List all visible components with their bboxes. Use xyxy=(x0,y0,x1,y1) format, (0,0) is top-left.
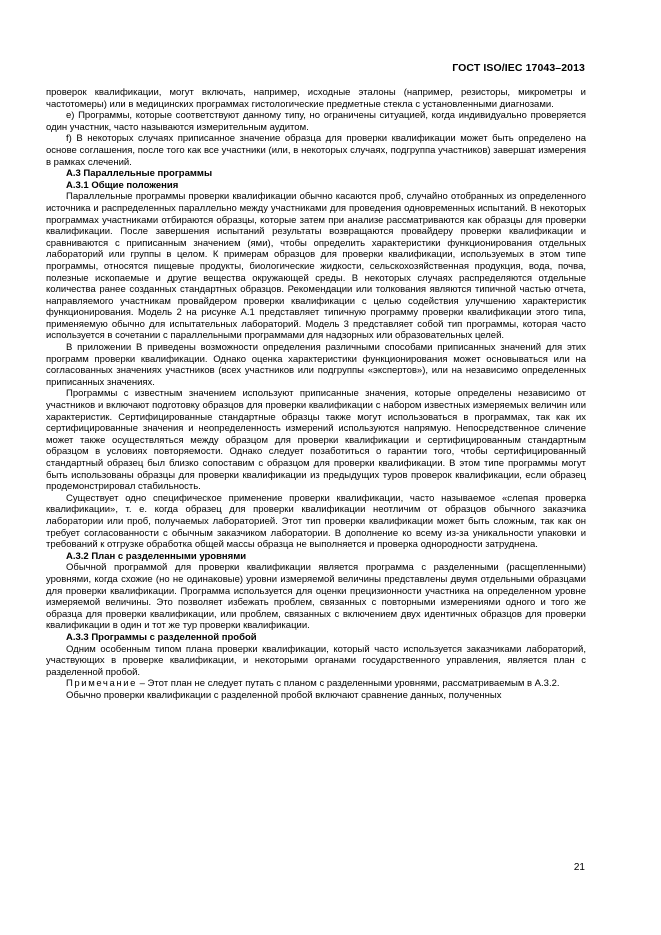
section-a3-1-title: А.3.1 Общие положения xyxy=(66,179,179,191)
section-a3-3-paragraph-2: Обычно проверки квалификации с разделенной пробой включают сравнение данных, полученных xyxy=(66,689,502,701)
section-a3-1-paragraph-1: Параллельные программы проверки квалификации обычно касаются проб, случайно отобранных из определенного источника и распределенных параллельно между участниками для проведения одновременных испытаний. В некоторых программах участниками отбираются образцы, которые затем при анализе рассматриваются как образцы для проверки квалификации. После завершения испытаний результаты возвращаются провайдеру проверки квалификации и сравниваются с приписанным значением (ями), чтобы определить характеристики функционирования отдельных лабораторий или группы в целом. К примерам образцов для проверки квалификации, используемых в этом типе программы, относятся пищевые продукты, биологические жидкости, сельскохозяйственная продукция, вода, почва, полезные ископаемые и другие вещества окружающей среды. В некоторых случаях распределяются отдельные количества ранее созданных стандартных образцов. Рекомендации или толкования являются типичной частью отчета, направляемого участникам провайдером проверки квалификации с целью содействия улучшению характеристик функционирования. Модель 2 на рисунке А.1 представляет типичную программу проверки квалификации этого типа, применяемую обычно для испытательных лабораторий. Модель 3 представляет собой тип программы, которая часто используется в сочетании с параллельными программами для надзорных или образовательных целей. xyxy=(46,191,586,342)
document-body xyxy=(46,87,586,701)
note-text: – Этот план не следует путать с планом с разделенными уровнями, рассматриваемым в А.3.2. xyxy=(137,678,560,690)
section-a3-3-title: А.3.3 Программы с разделенной пробой xyxy=(66,631,257,643)
section-a3-2-title: А.3.2 План с разделенными уровнями xyxy=(66,550,247,562)
standard-header: ГОСТ ISO/IEC 17043–2013 xyxy=(452,62,585,74)
note-label: Примечание xyxy=(66,678,137,690)
page-number: 21 xyxy=(573,862,585,873)
section-a3-3-paragraph-1: Одним особенным типом плана проверки квалификации, который часто используется заказчиками лабораторий, участвующих в проверке квалификации, и некоторыми органами государственного управления, является план с разделенной пробой. xyxy=(46,643,586,678)
paragraph-item-f: f) В некоторых случаях приписанное значение образца для проверки квалификации может быть определено на основе соглашения, после того как все участники (или, в некоторых случаях, подгруппа участников) завершат измерения в рамках слечений. xyxy=(46,133,586,168)
section-a3-title: А.3 Параллельные программы xyxy=(66,168,213,180)
section-a3-1-paragraph-3: Программы с известным значением используют приписанные значения, которые определены независимо от участников и включают подготовку образцов для проверки квалификации с набором известных измеряемых величин или характеристик. Сертифицированные стандартные образцы также могут использоваться в программах, так как их сертифицированные значения и неопределенность измерений используются напрямую. Непосредственное сличение может также осуществляться между образцом для проверки квалификации и сертифицированным стандартным образцом в условиях повторяемости. Однако следует позаботиться о гарантии того, чтобы сертифицированный стандартный образец был близко сопоставим с образцом для проверки квалификации. В этом типе программы могут быть использованы образцы для проверки квалификации из предыдущих туров проверок квалификации, если образец продемонстрировал стабильность. xyxy=(46,388,586,493)
section-a3-1-paragraph-4: Существует одно специфическое применение проверки квалификации, часто называемое «слепая проверка квалификации», т. е. когда образец для проверки квалификации неотличим от образцов обычного заказчика лаборатории или проб, получаемых лабораторией. Этот тип проверки квалификации может быть сложным, так как он требует согласованности с обычным заказчиком лаборатории. В дополнение ко всему из-за уникальности упаковки и требований к отгрузке обработка общей массы образца не выполняется и проверка однородности затруднена. xyxy=(46,492,586,551)
paragraph-continuation: проверок квалификации, могут включать, например, исходные эталоны (например, резисторы, микрометры и частотомеры) или в медицинских программах гистологические предметные стекла с установленными диагнозами. xyxy=(46,87,586,110)
section-a3-2-paragraph-1: Обычной программой для проверки квалификации является программа с разделенными (расщепленными) уровнями, когда схожие (но не одинаковые) уровни измеряемой величины представлены двумя отдельными образцами для проверки квалификации. Программа используется для оценки прецизионности участника на определенном уровне измеряемой величины. Это позволяет избежать проблем, связанных с повторными измерениями одного и того же образца для проверки квалификации, или проблем, связанных с включением двух идентичных образцов для проверки квалификации в один и тот же тур проверки квалификации. xyxy=(46,562,586,632)
note xyxy=(46,678,586,690)
paragraph-item-e: e) Программы, которые соответствуют данному типу, но ограничены ситуацией, когда индивидуально проверяется один участник, часто называются измерительным аудитом. xyxy=(46,110,586,133)
section-a3-1-paragraph-2: В приложении В приведены возможности определения различными способами приписанных значений для этих программ проверки квалификации. Однако оценка характеристики функционирования может основываться или на согласованных значениях участников (всех участников или подгруппы «экспертов»), или на независимо определенных приписанных значениях. xyxy=(46,342,586,388)
